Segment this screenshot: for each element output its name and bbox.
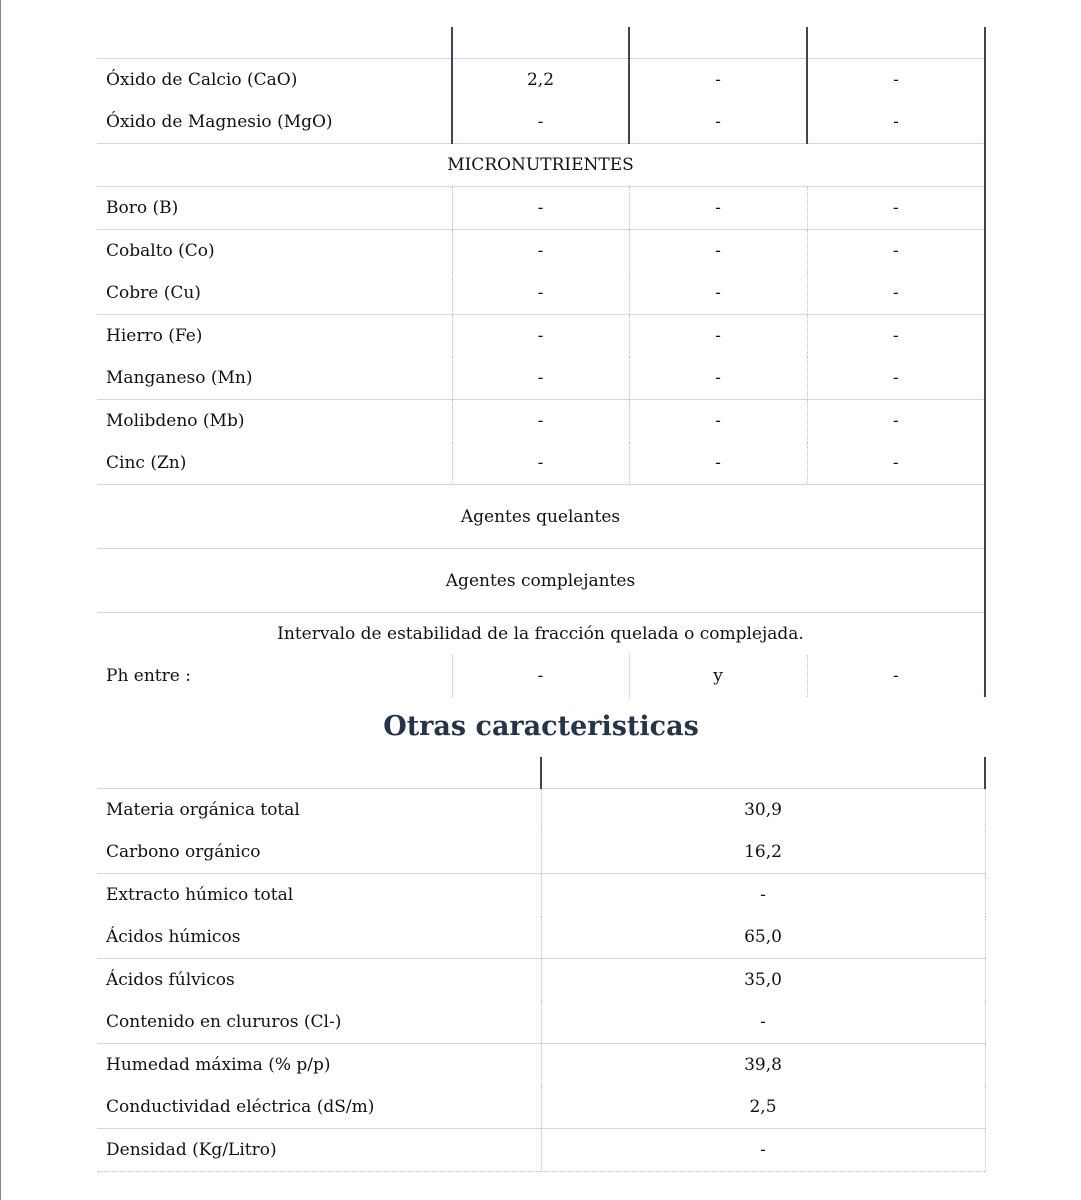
row-value: - (807, 357, 985, 400)
row-value: - (807, 400, 985, 443)
row-label: Contenido en clururos (Cl-) (97, 1001, 541, 1044)
row-value: - (629, 357, 807, 400)
table-row (97, 400, 985, 443)
table-row (97, 59, 985, 102)
stability-interval-heading: Intervalo de estabilidad de la fracción quelada o complejada. (97, 613, 985, 656)
row-value: 30,9 (541, 789, 985, 832)
row-value: 2,5 (541, 1086, 985, 1129)
nutrients-header-row (97, 27, 985, 59)
table-row (97, 187, 985, 230)
row-label: Ácidos fúlvicos (97, 959, 541, 1002)
chelating-agents-heading: Agentes quelantes (97, 485, 985, 549)
row-label: Hierro (Fe) (97, 315, 452, 358)
row-value: - (629, 442, 807, 485)
table-row (97, 442, 985, 485)
row-value: - (807, 315, 985, 358)
row-label: Óxido de Magnesio (MgO) (97, 101, 452, 144)
row-value: - (807, 59, 985, 102)
row-value: 65,0 (541, 916, 985, 959)
row-value: - (629, 230, 807, 273)
row-value: 35,0 (541, 959, 985, 1002)
row-label: Carbono orgánico (97, 831, 541, 874)
table-row (97, 230, 985, 273)
row-value: - (452, 187, 629, 230)
row-value: - (807, 655, 985, 697)
table-row (97, 959, 985, 1002)
row-label: Cobalto (Co) (97, 230, 452, 273)
header-cell (97, 757, 541, 789)
row-label: Humedad máxima (% p/p) (97, 1044, 541, 1087)
row-label: Cobre (Cu) (97, 272, 452, 315)
section-row (97, 549, 985, 613)
row-value: - (541, 874, 985, 917)
row-value: - (452, 400, 629, 443)
row-value: - (452, 357, 629, 400)
row-value: - (541, 1001, 985, 1044)
table-row (97, 1044, 985, 1087)
table-row (97, 357, 985, 400)
table-row (97, 831, 985, 874)
row-value: - (452, 442, 629, 485)
row-value: - (807, 187, 985, 230)
table-row (97, 1086, 985, 1129)
header-cell (97, 27, 452, 59)
table-row (97, 789, 985, 832)
table-row (97, 272, 985, 315)
row-value: - (541, 1129, 985, 1172)
section-row (97, 613, 985, 656)
other-characteristics-table (97, 757, 986, 1172)
section-row (97, 485, 985, 549)
row-value: - (629, 59, 807, 102)
row-label: Ácidos húmicos (97, 916, 541, 959)
row-label: Manganeso (Mn) (97, 357, 452, 400)
row-value: - (807, 442, 985, 485)
others-header-row (97, 757, 985, 789)
row-value: - (629, 400, 807, 443)
table-row (97, 101, 985, 144)
table-row (97, 1129, 985, 1172)
row-label: Molibdeno (Mb) (97, 400, 452, 443)
row-value: - (452, 315, 629, 358)
complexing-agents-heading: Agentes complejantes (97, 549, 985, 613)
micronutrients-heading: MICRONUTRIENTES (97, 144, 985, 187)
row-value: y (629, 655, 807, 697)
section-title: Otras caracteristicas (383, 711, 699, 742)
row-value: - (629, 101, 807, 144)
row-value: - (807, 101, 985, 144)
row-value: 39,8 (541, 1044, 985, 1087)
row-label: Óxido de Calcio (CaO) (97, 59, 452, 102)
table-row (97, 916, 985, 959)
header-cell (452, 27, 629, 59)
table-row (97, 874, 985, 917)
row-value: - (452, 655, 629, 697)
row-value: - (629, 315, 807, 358)
table-row (97, 315, 985, 358)
row-value: - (452, 101, 629, 144)
row-label: Cinc (Zn) (97, 442, 452, 485)
header-cell (807, 27, 985, 59)
row-label: Conductividad eléctrica (dS/m) (97, 1086, 541, 1129)
row-label: Materia orgánica total (97, 789, 541, 832)
row-value: - (452, 272, 629, 315)
row-value: - (629, 272, 807, 315)
table-row (97, 1001, 985, 1044)
header-cell (541, 757, 985, 789)
header-cell (629, 27, 807, 59)
row-value: - (629, 187, 807, 230)
document-page (1, 0, 1081, 1200)
section-row (97, 144, 985, 187)
row-value: - (807, 230, 985, 273)
row-label: Densidad (Kg/Litro) (97, 1129, 541, 1172)
row-value: 2,2 (452, 59, 629, 102)
row-value: - (452, 230, 629, 273)
nutrients-table (97, 27, 986, 697)
row-value: - (807, 272, 985, 315)
row-label: Ph entre : (97, 655, 452, 697)
row-label: Boro (B) (97, 187, 452, 230)
row-label: Extracto húmico total (97, 874, 541, 917)
ph-row (97, 655, 985, 697)
row-value: 16,2 (541, 831, 985, 874)
